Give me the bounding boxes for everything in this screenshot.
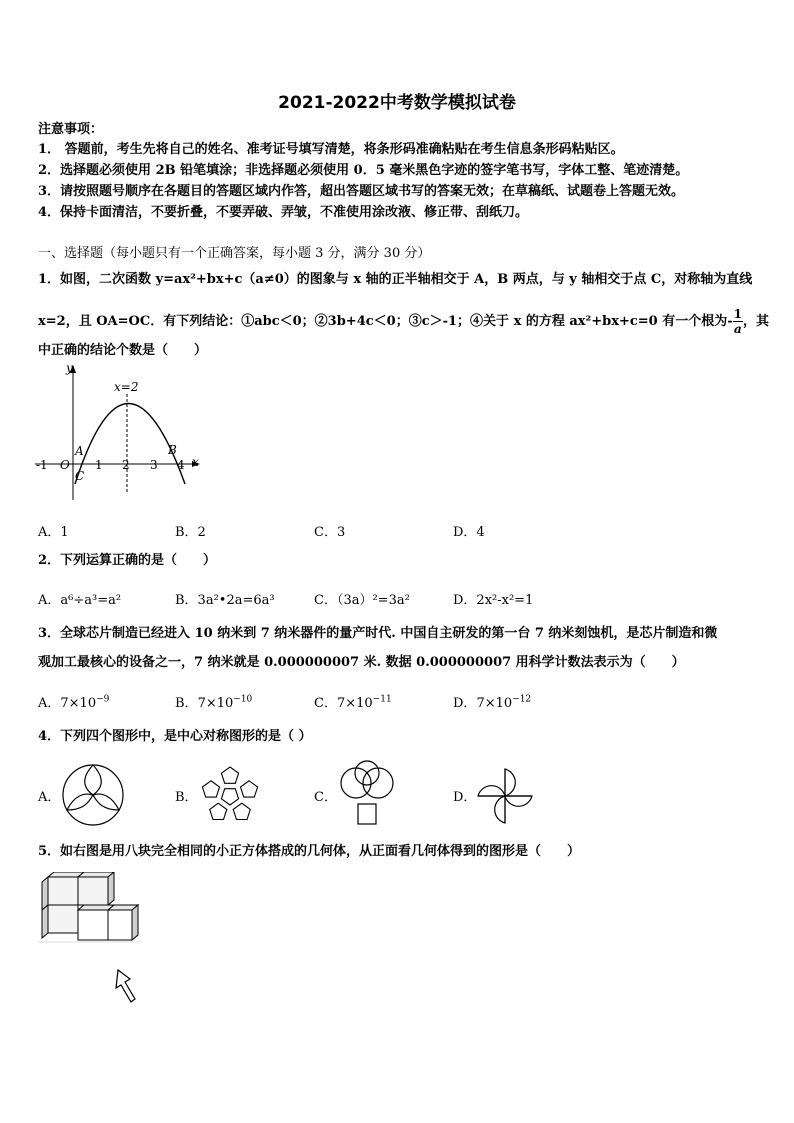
q1-option-b[interactable]: B．2 [175,525,206,540]
option-base: 7×10 [476,696,513,711]
option-label: C． [314,696,337,711]
option-exponent: −9 [96,694,110,705]
page-title: 2021-2022中考数学模拟试卷 [278,93,516,113]
notice-heading: 注意事项： [38,122,104,137]
q1-option-c[interactable]: C．3 [314,525,346,540]
q1-line1: 1．如图，二次函数 y=ax²+bx+c（a≠0）的图象与 x 轴的正半轴相交于 A，B 两点，与 y 轴相交于点 C，对称轴为直线 [38,272,753,287]
q1-fraction [733,307,743,336]
q2-option-c[interactable]: C．（3a）²=3a² [314,593,410,608]
notice-item-2: 2．选择题必须使用 2B 铅笔填涂；非选择题必须使用 0．5 毫米黑色字迹的签字笔书写，字体工整、笔迹清楚。 [38,163,689,178]
q2-option-b[interactable]: B．3a²•2a=6a³ [175,593,275,608]
section-heading: 一、选择题（每小题只有一个正确答案，每小题 3 分，满分 30 分） [38,246,431,261]
q4-option-d[interactable]: D． [453,790,477,805]
q3-option-d[interactable] [453,692,531,711]
q3-line1: 3．全球芯片制造已经进入 10 纳米到 7 纳米器件的量产时代. 中国自主研发的第一台 7 纳米刻蚀机，是芯片制造和微 [38,626,718,641]
q4-option-a[interactable]: A． [38,790,61,805]
origin-label: O [60,458,70,472]
q1-line2-text: x=2，且 OA=OC．有下列结论：①abc＜0；②3b+4c＜0；③c＞-1；④关于 x 的方程 ax²+bx+c=0 有一个根为- [38,314,733,329]
option-base: 7×10 [336,696,373,711]
q3-option-b[interactable] [175,692,252,711]
option-base: 7×10 [197,696,234,711]
q4-stem: 4．下列四个图形中，是中心对称图形的是（ ） [38,729,312,744]
q4-option-c[interactable]: C． [314,790,337,805]
q1-option-d[interactable]: D．4 [453,525,485,540]
tick-label: -1 [36,458,48,472]
x-label: x [192,455,199,469]
q3-option-a[interactable] [38,692,109,711]
fraction-denominator: a [733,322,742,336]
q1-option-a[interactable]: A．1 [38,525,69,540]
q4-option-b[interactable]: B． [175,790,198,805]
notice-item-3: 3．请按照题号顺序在各题目的答题区域内作答，超出答题区域书写的答案无效；在草稿纸、试题卷上答题无效。 [38,184,685,199]
notice-item-4: 4．保持卡面清洁，不要折叠，不要弄破、弄皱，不准使用涂改液、修正带、刮纸刀。 [38,205,529,220]
y-label: y [66,361,73,375]
tick-label: 1 [95,458,103,472]
q3-line2: 观加工最核心的设备之一，7 纳米就是 0.000000007 米. 数据 0.000000007 用科学计数法表示为（ ） [38,655,685,670]
option-label: A． [38,696,61,711]
q1-line3: 中正确的结论个数是（ ） [38,343,208,358]
notice-item-1: 1． 答题前，考生先将自己的姓名、准考证号填写清楚，将条形码准确粘贴在考生信息条形码粘贴区。 [38,142,624,157]
q2-option-a[interactable]: A．a⁶÷a³=a² [38,593,122,608]
circles-square-figure[interactable] [336,760,398,828]
q3-option-c[interactable] [314,692,392,711]
q2-stem: 2．下列运算正确的是（ ） [38,553,217,568]
tick-label: 4 [177,458,185,472]
option-base: 7×10 [60,696,97,711]
option-exponent: −10 [233,694,253,705]
pentagon-flower-figure[interactable] [196,760,264,828]
pinwheel-figure[interactable] [474,765,536,827]
tick-label: 3 [150,458,158,472]
point-a-label: A [75,444,84,458]
view-direction-arrow-icon [116,970,135,1002]
fraction-numerator: 1 [733,307,743,321]
point-b-label: B [168,443,177,457]
option-label: B． [175,696,198,711]
option-exponent: −11 [372,694,392,705]
tick-label: 2 [122,458,130,472]
q5-stem: 5．如右图是用八块完全相同的小正方体搭成的几何体，从正面看几何体得到的图形是（ ） [38,844,581,859]
q1-parabola-graph [30,360,210,510]
option-exponent: −12 [512,694,532,705]
q2-option-d[interactable]: D．2x²-x²=1 [453,593,534,608]
symmetry-label: x=2 [114,380,139,394]
q1-line2 [38,307,769,336]
q1-line2-tail: ，其 [743,314,770,329]
point-c-label: C [75,469,85,483]
circle-trefoil-figure[interactable] [60,762,126,828]
option-label: D． [453,696,477,711]
cube-stack-figure [36,872,146,1012]
